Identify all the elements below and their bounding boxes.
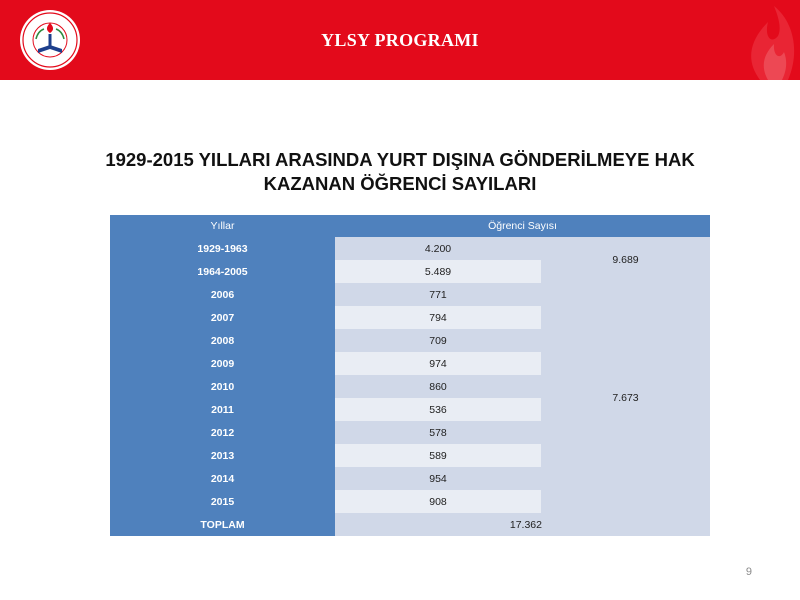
year-cell: 2014 bbox=[110, 467, 335, 490]
flame-decoration-icon bbox=[690, 0, 800, 80]
count-cell: 771 bbox=[335, 283, 541, 306]
count-cell: 5.489 bbox=[335, 260, 541, 283]
count-cell: 589 bbox=[335, 444, 541, 467]
header-title: YLSY PROGRAMI bbox=[321, 30, 479, 50]
slide-title-line1: 1929-2015 YILLARI ARASINDA YURT DIŞINA GÖNDERİLMEYE HAK bbox=[105, 149, 695, 170]
count-cell: 4.200 bbox=[335, 237, 541, 260]
group-total-cell: 9.689 bbox=[541, 237, 710, 283]
slide-header bbox=[0, 0, 800, 80]
column-header-years: Yıllar bbox=[110, 215, 335, 237]
table-row bbox=[110, 237, 710, 260]
slide-title bbox=[60, 148, 740, 196]
table-header-row bbox=[110, 215, 710, 237]
page-number: 9 bbox=[745, 566, 752, 578]
count-cell: 954 bbox=[335, 467, 541, 490]
year-cell: 1964-2005 bbox=[110, 260, 335, 283]
total-value-cell: 17.362 bbox=[335, 513, 710, 536]
year-cell: 2006 bbox=[110, 283, 335, 306]
count-cell: 794 bbox=[335, 306, 541, 329]
year-cell: 2008 bbox=[110, 329, 335, 352]
count-cell: 974 bbox=[335, 352, 541, 375]
slide-title-line2: KAZANAN ÖĞRENCİ SAYILARI bbox=[263, 173, 537, 194]
year-cell: 2009 bbox=[110, 352, 335, 375]
count-cell: 908 bbox=[335, 490, 541, 513]
student-count-table bbox=[110, 215, 710, 536]
table-row bbox=[110, 283, 710, 306]
table-total-row bbox=[110, 513, 710, 536]
year-cell: 2013 bbox=[110, 444, 335, 467]
count-cell: 709 bbox=[335, 329, 541, 352]
year-cell: 2015 bbox=[110, 490, 335, 513]
year-cell: 2011 bbox=[110, 398, 335, 421]
year-cell: 2007 bbox=[110, 306, 335, 329]
count-cell: 536 bbox=[335, 398, 541, 421]
total-label-cell: TOPLAM bbox=[110, 513, 335, 536]
count-cell: 578 bbox=[335, 421, 541, 444]
count-cell: 860 bbox=[335, 375, 541, 398]
year-cell: 2010 bbox=[110, 375, 335, 398]
year-cell: 1929-1963 bbox=[110, 237, 335, 260]
column-header-student-count: Öğrenci Sayısı bbox=[335, 215, 710, 237]
year-cell: 2012 bbox=[110, 421, 335, 444]
group-total-cell: 7.673 bbox=[541, 283, 710, 513]
